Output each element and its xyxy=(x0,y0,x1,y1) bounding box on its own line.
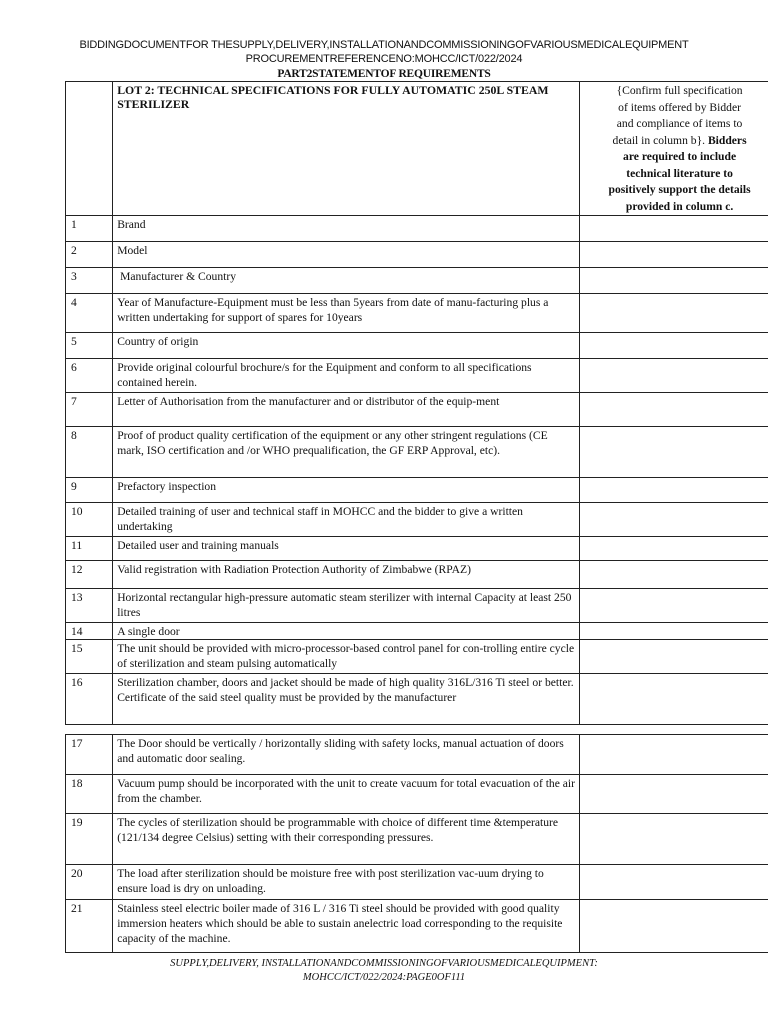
row-response-cell[interactable] xyxy=(580,359,768,393)
row-description: Stainless steel electric boiler made of 316 L / 316 Ti steel should be provided with good quality immersion heaters which should be able to sustain anelectric load corresponding to the requisite capacity of the machine. xyxy=(113,900,580,953)
row-response-cell[interactable] xyxy=(580,268,768,294)
row-description: Sterilization chamber, doors and jacket should be made of high quality 316L/316 Ti steel or better. Certificate of the said steel quality must be provided by the manufacturer xyxy=(113,674,580,725)
row-description: Letter of Authorisation from the manufacturer and or distributor of the equip-ment xyxy=(113,393,580,427)
row-description: The unit should be provided with micro-processor-based control panel for con-trolling entire cycle of sterilization and steam pulsing automatically xyxy=(113,640,580,674)
row-response-cell[interactable] xyxy=(580,865,768,900)
row-response-cell[interactable] xyxy=(580,503,768,537)
row-response-cell[interactable] xyxy=(580,640,768,674)
row-number: 5 xyxy=(66,333,113,359)
table-row xyxy=(66,865,768,900)
specification-table-part1 xyxy=(65,81,768,725)
document-header-title: BIDDINGDOCUMENTFOR THESUPPLY,DELIVERY,INSTALLATIONANDCOMMISSIONINGOFVARIOUSMEDICALEQUIPMENT xyxy=(79,39,689,51)
row-response-cell[interactable] xyxy=(580,674,768,725)
row-description: Year of Manufacture-Equipment must be less than 5years from date of manu-facturing plus a written undertaking for support of spares for 10years xyxy=(113,294,580,333)
table-row xyxy=(66,900,768,953)
table-row xyxy=(66,503,768,537)
row-number: 14 xyxy=(66,623,113,640)
row-description: Brand xyxy=(113,216,580,242)
row-number: 17 xyxy=(66,735,113,775)
table-row xyxy=(66,537,768,561)
row-response-cell[interactable] xyxy=(580,623,768,640)
lot-title: LOT 2: TECHNICAL SPECIFICATIONS FOR FULLY AUTOMATIC 250L STEAM STERILIZER xyxy=(117,83,549,111)
table-row xyxy=(66,427,768,478)
table-row xyxy=(66,216,768,242)
row-description: Provide original colourful brochure/s for the Equipment and conform to all specifications contained herein. xyxy=(113,359,580,393)
row-response-cell[interactable] xyxy=(580,900,768,953)
table-row xyxy=(66,640,768,674)
row-number: 18 xyxy=(66,775,113,814)
row-response-cell[interactable] xyxy=(580,561,768,589)
confirm-instructions-cell xyxy=(580,82,768,216)
part-heading: PART2STATEMENTOF REQUIREMENTS xyxy=(277,68,491,80)
row-number: 7 xyxy=(66,393,113,427)
row-response-cell[interactable] xyxy=(580,537,768,561)
table-row xyxy=(66,775,768,814)
table-row xyxy=(66,393,768,427)
row-description: The load after sterilization should be moisture free with post sterilization vac-uum drying to ensure load is dry on unloading. xyxy=(113,865,580,900)
row-number: 19 xyxy=(66,814,113,865)
row-response-cell[interactable] xyxy=(580,333,768,359)
specification-table-part2 xyxy=(65,734,768,953)
row-number: 8 xyxy=(66,427,113,478)
row-description: Detailed user and training manuals xyxy=(113,537,580,561)
table-row xyxy=(66,623,768,640)
confirm-bold-text: Bidders are required to include technical literature to positively support the details provided in column c. xyxy=(608,133,751,213)
row-description: Vacuum pump should be incorporated with the unit to create vacuum for total evacuation of the air from the chamber. xyxy=(113,775,580,814)
row-response-cell[interactable] xyxy=(580,294,768,333)
table-row xyxy=(66,242,768,268)
row-response-cell[interactable] xyxy=(580,735,768,775)
header-number-cell xyxy=(66,82,113,216)
row-description: Manufacturer & Country xyxy=(113,268,580,294)
footer-line2: MOHCC/ICT/022/2024:PAGE0OF111 xyxy=(302,972,466,983)
table-row xyxy=(66,478,768,503)
row-description: The Door should be vertically / horizontally sliding with safety locks, manual actuation of doors and automatic door sealing. xyxy=(113,735,580,775)
footer-line1: SUPPLY,DELIVERY, INSTALLATIONANDCOMMISSIONINGOFVARIOUSMEDICALEQUIPMENT: xyxy=(170,958,598,969)
table-row xyxy=(66,589,768,623)
row-description: Detailed training of user and technical staff in MOHCC and the bidder to give a written undertaking xyxy=(113,503,580,537)
procurement-reference: PROCUREMENTREFERENCENO:MOHCC/ICT/022/2024 xyxy=(245,53,523,65)
row-response-cell[interactable] xyxy=(580,478,768,503)
table-row xyxy=(66,735,768,775)
row-number: 4 xyxy=(66,294,113,333)
row-number: 21 xyxy=(66,900,113,953)
row-response-cell[interactable] xyxy=(580,775,768,814)
confirm-instructions xyxy=(582,83,768,215)
row-response-cell[interactable] xyxy=(580,589,768,623)
table-row xyxy=(66,359,768,393)
row-number: 2 xyxy=(66,242,113,268)
table-header-row xyxy=(66,82,768,216)
row-number: 10 xyxy=(66,503,113,537)
row-number: 12 xyxy=(66,561,113,589)
row-number: 20 xyxy=(66,865,113,900)
row-response-cell[interactable] xyxy=(580,814,768,865)
table-row xyxy=(66,674,768,725)
table-row xyxy=(66,333,768,359)
row-number: 13 xyxy=(66,589,113,623)
row-number: 15 xyxy=(66,640,113,674)
row-description: Model xyxy=(113,242,580,268)
confirm-normal-text: {Confirm full specification of items offered by Bidder and compliance of items to detail in column b}. xyxy=(612,84,743,147)
row-number: 11 xyxy=(66,537,113,561)
row-number: 3 xyxy=(66,268,113,294)
row-description: The cycles of sterilization should be programmable with choice of different time &temperature (121/134 degree Celsius) setting with their corresponding pressures. xyxy=(113,814,580,865)
row-description: Country of origin xyxy=(113,333,580,359)
row-response-cell[interactable] xyxy=(580,427,768,478)
row-number: 16 xyxy=(66,674,113,725)
row-description: Prefactory inspection xyxy=(113,478,580,503)
row-number: 6 xyxy=(66,359,113,393)
row-description: Valid registration with Radiation Protection Authority of Zimbabwe (RPAZ) xyxy=(113,561,580,589)
row-number: 1 xyxy=(66,216,113,242)
row-response-cell[interactable] xyxy=(580,393,768,427)
table-row xyxy=(66,814,768,865)
table-row xyxy=(66,561,768,589)
row-description: Proof of product quality certification of the equipment or any other stringent regulations (CE mark, ISO certification and /or WHO prequalification, the GF ERP Approval, etc). xyxy=(113,427,580,478)
row-response-cell[interactable] xyxy=(580,216,768,242)
row-response-cell[interactable] xyxy=(580,242,768,268)
row-number: 9 xyxy=(66,478,113,503)
row-description: Horizontal rectangular high-pressure automatic steam sterilizer with internal Capacity at least 250 litres xyxy=(113,589,580,623)
table-row xyxy=(66,294,768,333)
table-row xyxy=(66,268,768,294)
row-description: A single door xyxy=(113,623,580,640)
lot-title-cell xyxy=(113,82,580,216)
